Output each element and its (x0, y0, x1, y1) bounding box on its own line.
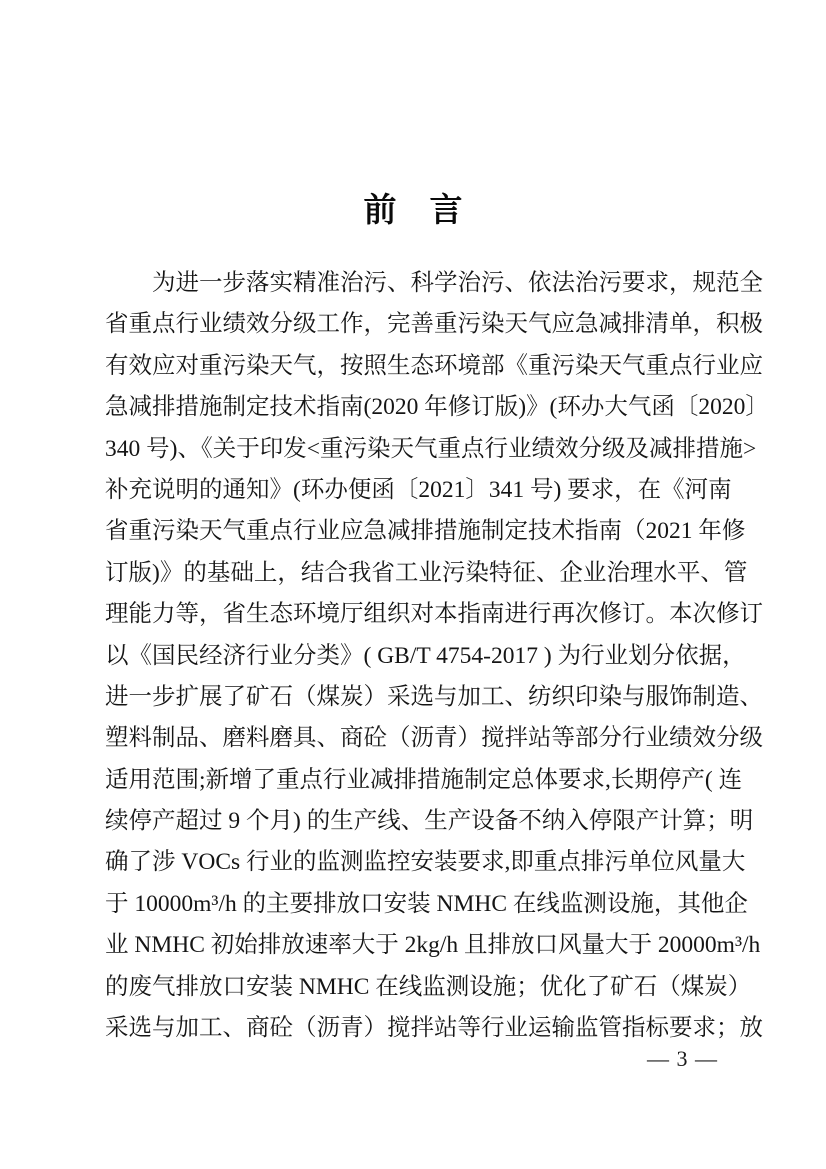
body-line: 采选与加工、商砼（沥青）搅拌站等行业运输监管指标要求；放 (105, 1015, 763, 1042)
body-line: 省重点行业绩效分级工作，完善重污染天气应急减排清单，积极 (105, 311, 763, 338)
page-number: — 3 — (647, 1046, 718, 1071)
body-line: 340 号)、《关于印发<重污染天气重点行业绩效分级及减排措施> (105, 435, 757, 462)
body-line: 有效应对重污染天气，按照生态环境部《重污染天气重点行业应 (105, 352, 763, 379)
body-line: 为进一步落实精准治污、科学治污、依法治污要求，规范全 (105, 270, 763, 296)
page-title (0, 188, 826, 234)
body-line: 的废气排放口安装 NMHC 在线监测设施；优化了矿石（煤炭） (105, 973, 752, 1000)
body-line: 进一步扩展了矿石（煤炭）采选与加工、纺织印染与服饰制造、 (105, 683, 763, 710)
body-line: 塑料制品、磨料磨具、商砼（沥青）搅拌站等部分行业绩效分级 (105, 725, 763, 752)
body-line: 续停产超过 9 个月) 的生产线、生产设备不纳入停限产计算；明 (105, 808, 754, 835)
body-text-block (105, 263, 769, 1049)
body-line: 理能力等，省生态环境厅组织对本指南进行再次修订。本次修订 (105, 601, 763, 628)
body-line: 以《国民经济行业分类》( GB/T 4754-2017 ) 为行业划分依据， (105, 642, 746, 669)
body-line: 于 10000m³/h 的主要排放口安装 NMHC 在线监测设施，其他企 (105, 890, 748, 917)
body-line: 补充说明的通知》(环办便函〔2021〕341 号) 要求，在《河南 (105, 476, 732, 503)
body-line: 订版)》的基础上，结合我省工业污染特征、企业治理水平、管 (105, 559, 748, 586)
body-line: 业 NMHC 初始排放速率大于 2kg/h 且排放口风量大于 20000m³/h (105, 932, 761, 959)
body-line: 适用范围;新增了重点行业减排措施制定总体要求,长期停产( 连 (105, 766, 743, 793)
body-line: 确了涉 VOCs 行业的监测监控安装要求,即重点排污单位风量大 (105, 849, 746, 876)
body-line: 急减排措施制定技术指南(2020 年修订版)》(环办大气函〔2020〕 (105, 394, 769, 421)
body-line: 省重污染天气重点行业应急减排措施制定技术指南（2021 年修 (105, 518, 746, 545)
page-title-text: 前 言 (363, 193, 463, 229)
